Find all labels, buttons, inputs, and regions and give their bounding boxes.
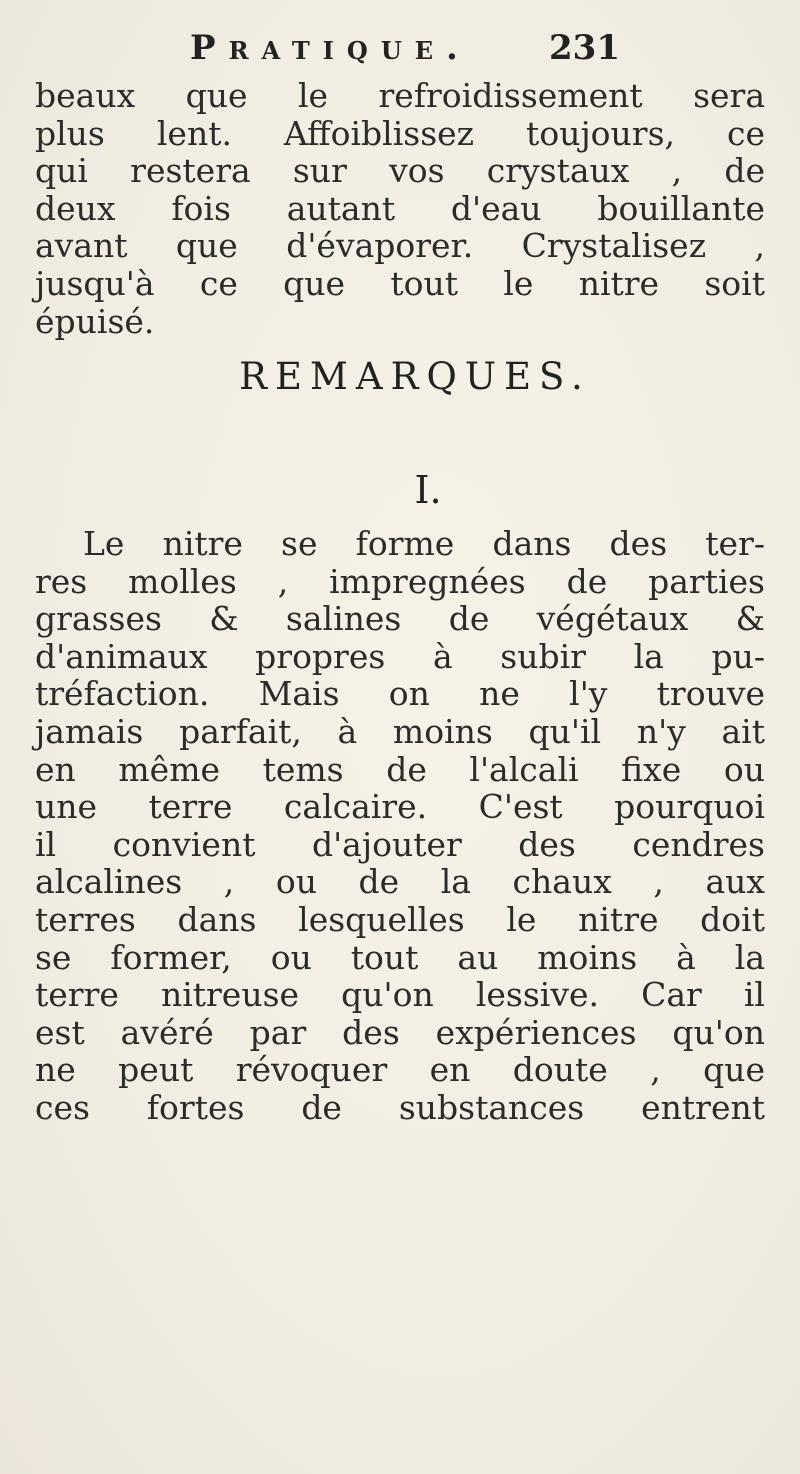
running-head-title: Pratique.: [190, 28, 471, 68]
text-line: terre nitreuse qu'on lessive. Car il: [35, 975, 765, 1015]
text-line: qui restera sur vos crystaux , de: [35, 151, 765, 191]
text-line: ne peut révoquer en doute , que: [35, 1050, 765, 1090]
text-line: il convient d'ajouter des cendres: [35, 824, 765, 864]
text-line: deux fois autant d'eau bouillante: [35, 188, 765, 228]
section-heading: REMARQUES.: [239, 355, 591, 398]
text-line: beaux que le refroidissement sera: [35, 76, 765, 115]
top-paragraph: [35, 77, 765, 340]
text-line: épuisé.: [35, 301, 155, 341]
text-line: grasses & salines de végétaux &: [35, 599, 765, 639]
running-head: [190, 28, 620, 78]
page-number: 231: [549, 28, 620, 68]
text-line: plus lent. Affoiblissez toujours, ce: [35, 113, 765, 153]
text-line: d'animaux propres à subir la pu-: [35, 636, 765, 676]
remark-paragraph: [35, 525, 765, 1127]
text-line: se former, ou tout au moins à la: [35, 937, 765, 977]
text-line: res molles , impregnées de parties: [35, 561, 765, 601]
text-line: jusqu'à ce que tout le nitre soit: [35, 263, 765, 303]
text-line: alcalines , ou de la chaux , aux: [35, 862, 765, 902]
text-line: ces fortes de substances entrent: [35, 1087, 765, 1127]
text-line: terres dans lesquelles le nitre doit: [35, 899, 765, 939]
text-line: jamais parfait, à moins qu'il n'y ait: [35, 711, 765, 751]
text-line: en même tems de l'alcali fixe ou: [35, 749, 765, 789]
section-number: I.: [414, 468, 442, 512]
text-line: Le nitre se forme dans des ter-: [83, 524, 765, 563]
text-line: une terre calcaire. C'est pourquoi: [35, 787, 765, 827]
text-line: avant que d'évaporer. Crystalisez ,: [35, 226, 765, 266]
text-line: est avéré par des expériences qu'on: [35, 1012, 765, 1052]
text-line: tréfaction. Mais on ne l'y trouve: [35, 674, 765, 714]
